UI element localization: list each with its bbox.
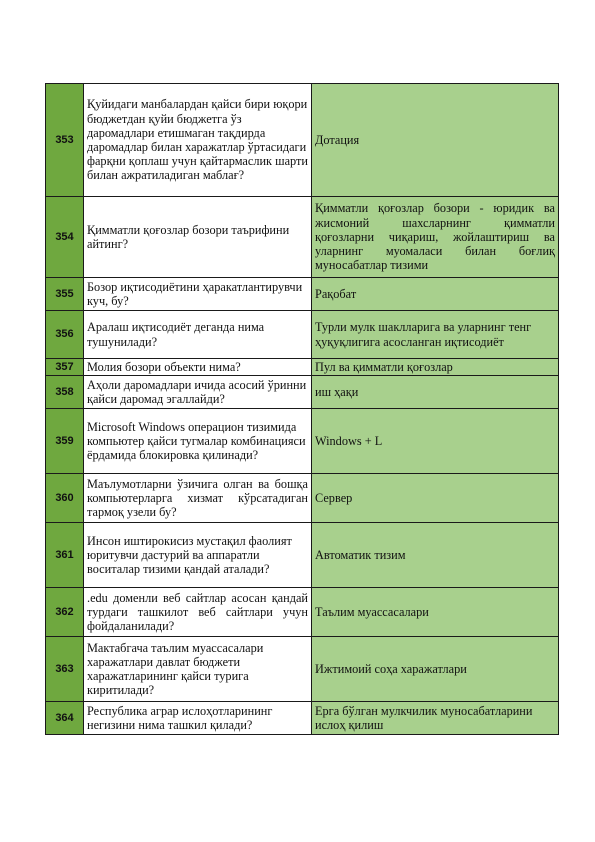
answer-cell: Windows + L [312, 409, 559, 474]
row-number: 363 [46, 637, 84, 702]
row-number: 353 [46, 84, 84, 197]
answer-cell: Пул ва қимматли қоғозлар [312, 359, 559, 376]
table-row [46, 523, 559, 588]
table-row [46, 278, 559, 311]
row-number: 359 [46, 409, 84, 474]
answer-cell: Турли мулк шаклларига ва уларнинг тенг ҳуқуқлигига асосланган иқтисодиёт [312, 311, 559, 359]
question-cell: Республика аграр ислоҳотларининг негизини нима ташкил қилади? [84, 702, 312, 735]
answer-cell: Дотация [312, 84, 559, 197]
table-row [46, 197, 559, 278]
row-number: 357 [46, 359, 84, 376]
row-number: 355 [46, 278, 84, 311]
answer-cell: Ерга бўлган мулкчилик муносабатларини ислоҳ қилиш [312, 702, 559, 735]
answer-cell: Рақобат [312, 278, 559, 311]
table-row [46, 84, 559, 197]
answer-cell: Қимматли қоғозлар бозори - юридик ва жисмоний шахсларнинг қимматли қоғозларни чиқариш, жойлаштириш ва уларнинг муомаласи билан боғлиқ муносабатлар тизими [312, 197, 559, 278]
row-number: 354 [46, 197, 84, 278]
table-row [46, 409, 559, 474]
question-cell: Инсон иштирокисиз мустақил фаолият юритувчи дастурий ва аппаратли воситалар тизими қандай аталади? [84, 523, 312, 588]
row-number: 361 [46, 523, 84, 588]
row-number: 356 [46, 311, 84, 359]
table-row [46, 588, 559, 637]
table-row [46, 376, 559, 409]
answer-cell: Сервер [312, 474, 559, 523]
row-number: 358 [46, 376, 84, 409]
answer-cell: Автоматик тизим [312, 523, 559, 588]
question-cell: Қимматли қоғозлар бозори таърифини айтинг? [84, 197, 312, 278]
qa-table [45, 83, 559, 735]
table-row [46, 637, 559, 702]
question-cell: Аралаш иқтисодиёт деганда нима тушунилади? [84, 311, 312, 359]
question-cell: Бозор иқтисодиётини ҳаракатлантирувчи куч, бу? [84, 278, 312, 311]
question-cell: .edu доменли веб сайтлар асосан қандай турдаги ташкилот веб сайтлари учун фойдаланилади? [84, 588, 312, 637]
row-number: 364 [46, 702, 84, 735]
question-cell: Қуйидаги манбалардан қайси бири юқори бюджетдан қуйи бюджетга ўз даромадлари етишмаган тақдирда даромадлар билан харажатлар ўртасидаги фарқни қоплаш учун қайтармаслик шарти билан ажратиладиган маблағ? [84, 84, 312, 197]
table-row [46, 311, 559, 359]
answer-cell: Ижтимоий соҳа харажатлари [312, 637, 559, 702]
question-cell: Аҳоли даромадлари ичида асосий ўринни қайси даромад эгаллайди? [84, 376, 312, 409]
table-row [46, 359, 559, 376]
question-cell: Microsoft Windows операцион тизимида компьютер қайси тугмалар комбинацияси ёрдамида блокировка қилинади? [84, 409, 312, 474]
row-number: 362 [46, 588, 84, 637]
table-row [46, 702, 559, 735]
question-cell: Мактабгача таълим муассасалари харажатлари давлат бюджети харажатларининг қайси турига киритилади? [84, 637, 312, 702]
answer-cell: Таълим муассасалари [312, 588, 559, 637]
question-cell: Молия бозори объекти нима? [84, 359, 312, 376]
row-number: 360 [46, 474, 84, 523]
answer-cell: иш ҳақи [312, 376, 559, 409]
table-row [46, 474, 559, 523]
question-cell: Маълумотларни ўзичига олган ва бошқа компьютерларга хизмат кўрсатадиган тармоқ узели бу? [84, 474, 312, 523]
